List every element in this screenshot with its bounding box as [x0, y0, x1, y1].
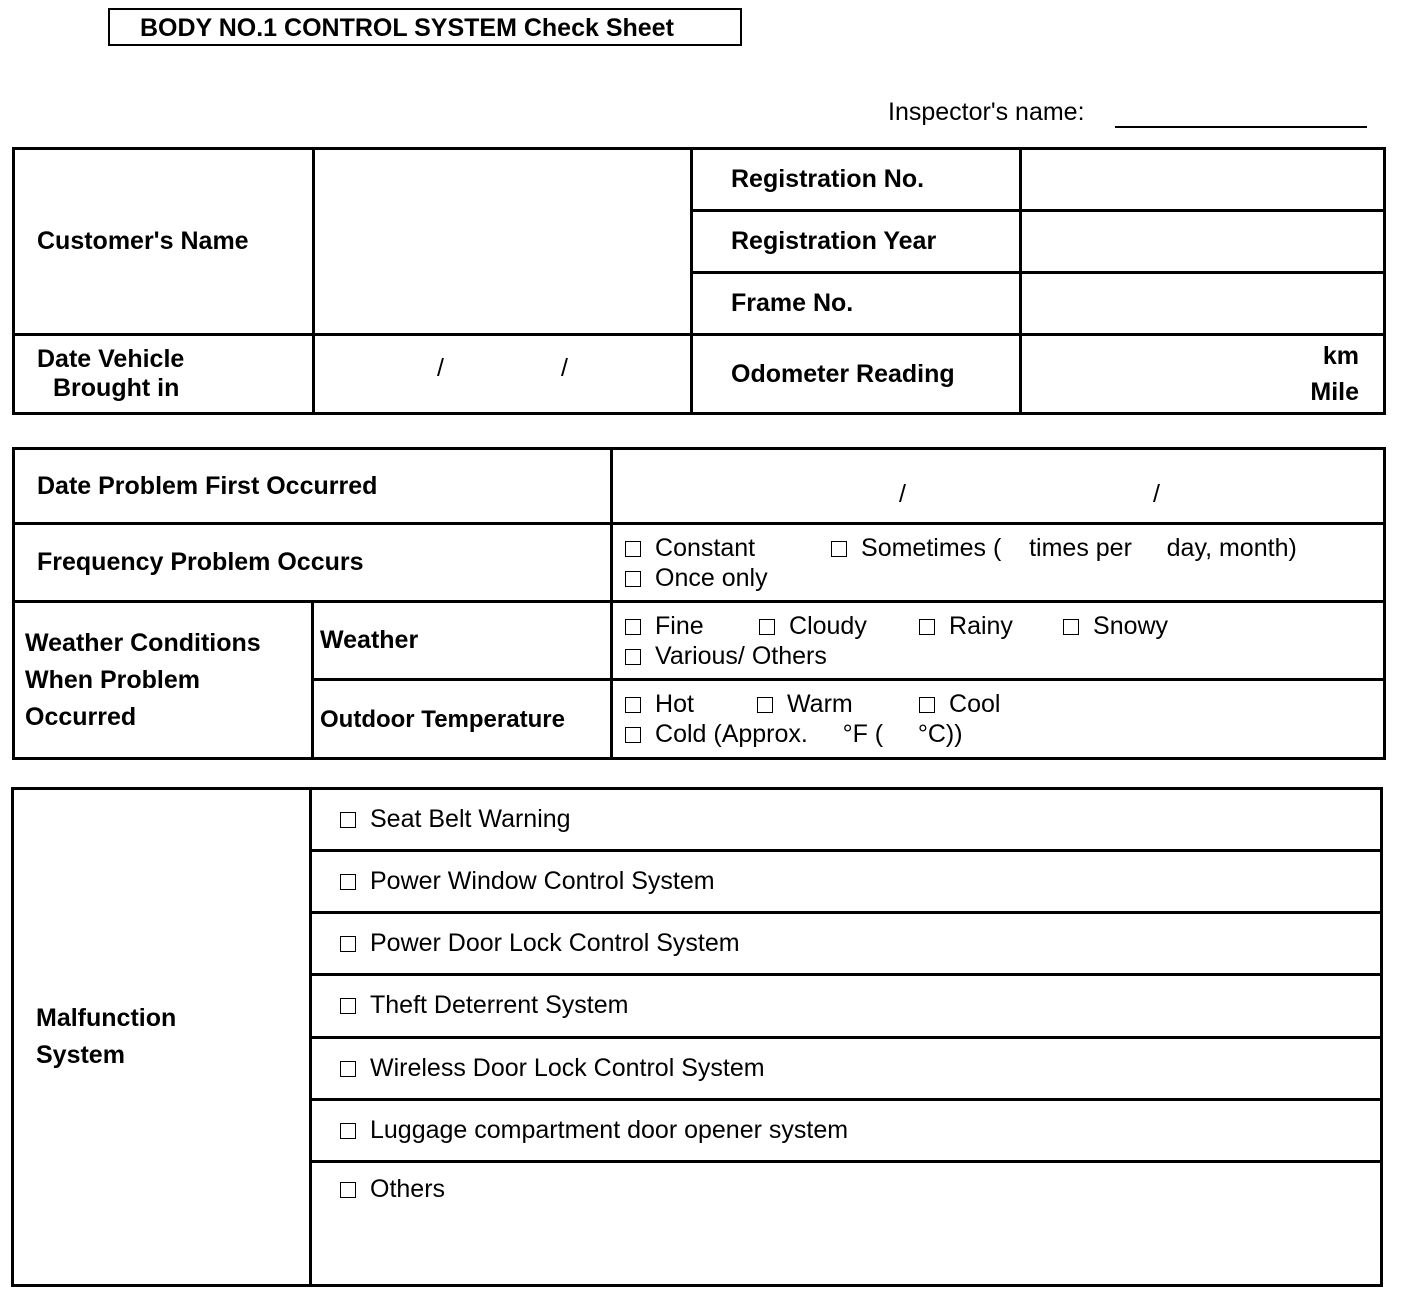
malfunction-item-others[interactable]: [311, 1161, 1382, 1285]
option-label: Constant: [655, 533, 756, 562]
temperature-options: [612, 680, 1385, 759]
malfunction-item-theft-deterrent[interactable]: [311, 975, 1382, 1037]
inspector-name-field[interactable]: [1115, 126, 1367, 128]
item-label: Luggage compartment door opener system: [370, 1115, 849, 1144]
freq-sometimes-option[interactable]: [831, 534, 1297, 562]
option-label: Rainy: [949, 611, 1013, 640]
checkbox[interactable]: [919, 619, 935, 635]
customers-name-label: Customer's Name: [14, 149, 314, 335]
registration-no-label: Registration No.: [692, 149, 1021, 211]
option-label: Warm: [787, 690, 853, 718]
checkbox[interactable]: [757, 697, 773, 713]
weather-conditions-line1: Weather Conditions: [25, 628, 261, 657]
date-brought-in-line2: Brought in: [53, 374, 180, 402]
unit-km: km: [1322, 342, 1359, 370]
date-separator: /: [899, 480, 906, 508]
odometer-reading-label: Odometer Reading: [692, 335, 1021, 414]
malfunction-item-power-door-lock[interactable]: [311, 913, 1382, 975]
unit-mile: Mile: [1310, 378, 1359, 406]
frequency-options: [612, 524, 1385, 602]
temp-hot-option[interactable]: [625, 689, 757, 719]
frame-no-label: Frame No.: [692, 273, 1021, 335]
checkbox[interactable]: [1063, 619, 1079, 635]
option-label: Snowy: [1093, 611, 1169, 640]
date-brought-in-line1: Date Vehicle: [37, 345, 185, 373]
malfunction-item-seat-belt-warning[interactable]: [311, 789, 1382, 851]
item-label: Power Door Lock Control System: [370, 929, 740, 958]
temp-cool-option[interactable]: [919, 690, 1000, 718]
malfunction-item-luggage-door-opener[interactable]: [311, 1099, 1382, 1161]
odometer-reading-field[interactable]: [1021, 335, 1385, 414]
checkbox[interactable]: [340, 1182, 356, 1198]
option-label: Various/ Others: [655, 641, 827, 670]
date-separator: /: [437, 354, 444, 382]
malfunction-item-wireless-door-lock[interactable]: [311, 1037, 1382, 1099]
checkbox[interactable]: [625, 619, 641, 635]
weather-fine-option[interactable]: [625, 611, 759, 641]
weather-conditions-line3: Occurred: [25, 702, 137, 731]
weather-label: Weather: [313, 602, 612, 680]
freq-constant-option[interactable]: [625, 533, 831, 563]
checkbox[interactable]: [831, 541, 847, 557]
weather-other-option[interactable]: [625, 641, 1383, 671]
weather-conditions-label: [14, 602, 313, 759]
date-first-occurred-field[interactable]: [612, 449, 1385, 524]
date-separator: /: [1153, 480, 1160, 508]
option-label: Cool: [949, 690, 1001, 718]
option-label: Cold (Approx. °F ( °C)): [655, 720, 963, 748]
checkbox[interactable]: [340, 1123, 356, 1139]
malfunction-item-power-window[interactable]: [311, 851, 1382, 913]
option-label: Fine: [655, 611, 704, 640]
item-label: Power Window Control System: [370, 867, 715, 896]
date-brought-in-field[interactable]: [314, 335, 692, 414]
checkbox[interactable]: [625, 697, 641, 713]
checkbox[interactable]: [340, 1061, 356, 1077]
date-first-occurred-label: Date Problem First Occurred: [14, 449, 612, 524]
temp-cold-option[interactable]: [625, 719, 1383, 749]
outdoor-temperature-label: Outdoor Temperature: [313, 680, 612, 759]
date-separator: /: [561, 354, 568, 382]
item-label: Theft Deterrent System: [370, 991, 629, 1020]
page-title: BODY NO.1 CONTROL SYSTEM Check Sheet: [108, 8, 742, 46]
option-label: Hot: [655, 690, 694, 718]
vehicle-info-table: [12, 147, 1386, 415]
freq-once-option[interactable]: [625, 563, 1383, 593]
inspector-name-label: Inspector's name:: [888, 98, 1085, 126]
customers-name-field[interactable]: [314, 149, 692, 335]
temp-warm-option[interactable]: [757, 689, 919, 719]
weather-conditions-line2: When Problem: [25, 665, 201, 694]
checkbox[interactable]: [625, 571, 641, 587]
option-label: Cloudy: [789, 611, 867, 640]
checkbox[interactable]: [340, 998, 356, 1014]
date-brought-in-label: [14, 335, 314, 414]
frequency-label: Frequency Problem Occurs: [14, 524, 612, 602]
weather-cloudy-option[interactable]: [759, 611, 919, 641]
checkbox[interactable]: [340, 936, 356, 952]
option-label: Sometimes ( times per day, month): [861, 533, 1297, 562]
item-label: Wireless Door Lock Control System: [370, 1053, 765, 1082]
malfunction-system-table: [11, 787, 1383, 1287]
checkbox[interactable]: [625, 541, 641, 557]
checkbox[interactable]: [625, 649, 641, 665]
weather-options: [612, 602, 1385, 680]
weather-rainy-option[interactable]: [919, 611, 1063, 641]
checkbox[interactable]: [759, 619, 775, 635]
option-label: Once only: [655, 563, 768, 592]
problem-conditions-table: [12, 447, 1386, 760]
malfunction-system-label: [13, 789, 311, 1286]
frame-no-field[interactable]: [1021, 273, 1385, 335]
checkbox[interactable]: [340, 812, 356, 828]
registration-no-field[interactable]: [1021, 149, 1385, 211]
item-label: Seat Belt Warning: [370, 805, 571, 834]
registration-year-label: Registration Year: [692, 211, 1021, 273]
malfunction-line2: System: [36, 1041, 125, 1069]
checkbox[interactable]: [919, 697, 935, 713]
checkbox[interactable]: [340, 874, 356, 890]
item-label: Others: [370, 1174, 446, 1203]
registration-year-field[interactable]: [1021, 211, 1385, 273]
checkbox[interactable]: [625, 727, 641, 743]
weather-snowy-option[interactable]: [1063, 612, 1168, 640]
malfunction-line1: Malfunction: [36, 1004, 177, 1032]
